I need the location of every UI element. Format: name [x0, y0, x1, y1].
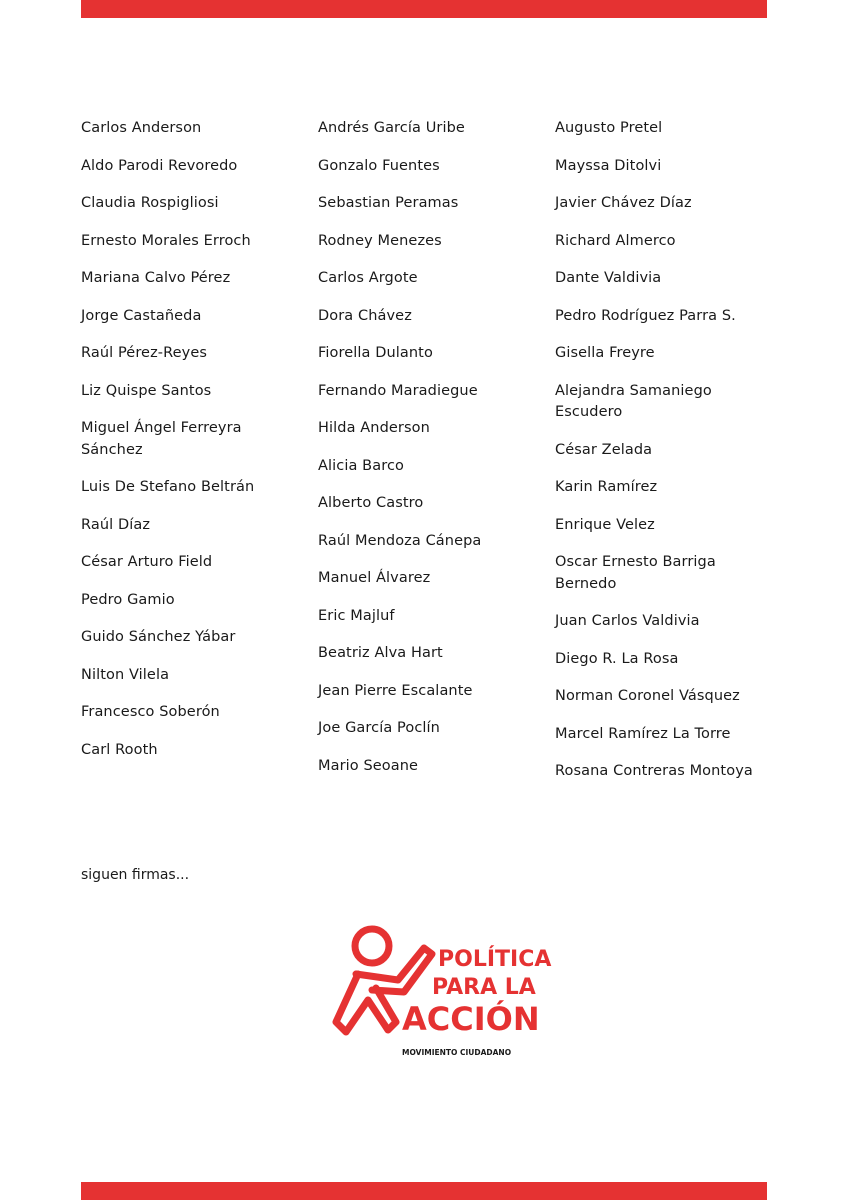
signatory-name: Dante Valdivia: [555, 270, 662, 286]
signatory-name: Alberto Castro: [318, 495, 424, 511]
logo-line-3: ACCIÓN: [402, 1000, 540, 1038]
signatory-name: Fiorella Dulanto: [318, 345, 433, 361]
logo-figure-icon: [328, 922, 552, 1062]
signatory-name: Ernesto Morales Erroch: [81, 232, 251, 249]
signatory-name: Juan Carlos Valdivia: [555, 613, 700, 629]
signatory-name: César Arturo Field: [81, 554, 213, 570]
signatory-name: Gonzalo Fuentes: [318, 157, 440, 174]
signatory-name: Diego R. La Rosa: [555, 650, 679, 667]
signatory-name: Raúl Mendoza Cánepa: [318, 532, 482, 549]
signatory-name: Carl Rooth: [81, 741, 158, 758]
continuation-note: siguen firmas...: [81, 867, 190, 883]
signatory-name: Raúl Pérez-Reyes: [81, 345, 208, 361]
signatory-name: Jorge Castañeda: [81, 307, 202, 324]
signatory-name: Luis De Stefano Beltrán: [81, 479, 255, 495]
signatory-name: Andrés García Uribe: [318, 120, 465, 136]
logo-line-1: POLÍTICA: [438, 947, 552, 972]
signatory-name: Javier Chávez Díaz: [555, 195, 692, 211]
signatory-name: Pedro Rodríguez Parra S.: [555, 307, 736, 324]
signatory-name: Miguel Ángel Ferreyra Sánchez: [81, 420, 242, 458]
signatory-name: Mayssa Ditolvi: [555, 157, 662, 174]
signatory-name: Fernando Maradiegue: [318, 382, 478, 399]
signatory-name: Enrique Velez: [555, 516, 655, 533]
signatory-name: Pedro Gamio: [81, 591, 175, 608]
signatory-name: Eric Majluf: [318, 607, 395, 624]
signatory-name: Raúl Díaz: [81, 516, 151, 533]
signatory-name: Alejandra Samaniego Escudero: [555, 382, 712, 420]
logo-tagline: MOVIMIENTO CIUDADANO: [402, 1048, 512, 1057]
signatory-name: Manuel Álvarez: [318, 570, 431, 586]
signatory-name: Joe García Poclín: [318, 720, 440, 736]
signatory-name: Jean Pierre Escalante: [318, 682, 473, 699]
signatory-name: Sebastian Peramas: [318, 195, 459, 211]
signatory-name: Oscar Ernesto Barriga Bernedo: [555, 554, 716, 592]
top-accent-bar: [81, 0, 767, 18]
signatory-name: Beatriz Alva Hart: [318, 645, 443, 661]
signatory-name: Augusto Pretel: [555, 120, 663, 136]
signatory-name: Carlos Argote: [318, 270, 418, 286]
signatures-column-3: [555, 118, 765, 799]
logo-line-2: PARA LA: [432, 975, 536, 1000]
signatory-name: Marcel Ramírez La Torre: [555, 725, 731, 742]
signatory-name: Guido Sánchez Yábar: [81, 629, 236, 645]
signatory-name: Mario Seoane: [318, 757, 419, 774]
signatory-name: Dora Chávez: [318, 307, 412, 324]
signatory-name: Karin Ramírez: [555, 479, 658, 495]
signatory-name: Francesco Soberón: [81, 704, 220, 720]
signatory-name: Richard Almerco: [555, 232, 676, 249]
signatory-name: Carlos Anderson: [81, 120, 202, 136]
signatures-column-1: [81, 118, 307, 777]
signatory-name: Rodney Menezes: [318, 232, 442, 249]
signatory-name: Alicia Barco: [318, 457, 404, 474]
signatory-name: Liz Quispe Santos: [81, 382, 212, 399]
signatory-name: César Zelada: [555, 441, 653, 458]
signatory-name: Claudia Rospigliosi: [81, 195, 219, 211]
signatory-name: Norman Coronel Vásquez: [555, 688, 740, 704]
signatory-name: Rosana Contreras Montoya: [555, 763, 753, 779]
movement-logo: [328, 922, 552, 1062]
signatory-name: Nilton Vilela: [81, 666, 170, 683]
signatory-name: Hilda Anderson: [318, 420, 430, 436]
signatory-name: Mariana Calvo Pérez: [81, 270, 231, 286]
signatures-column-2: [318, 118, 544, 793]
signatory-name: Gisella Freyre: [555, 345, 655, 361]
bottom-accent-bar: [81, 1182, 767, 1200]
signatory-name: Aldo Parodi Revoredo: [81, 157, 238, 174]
